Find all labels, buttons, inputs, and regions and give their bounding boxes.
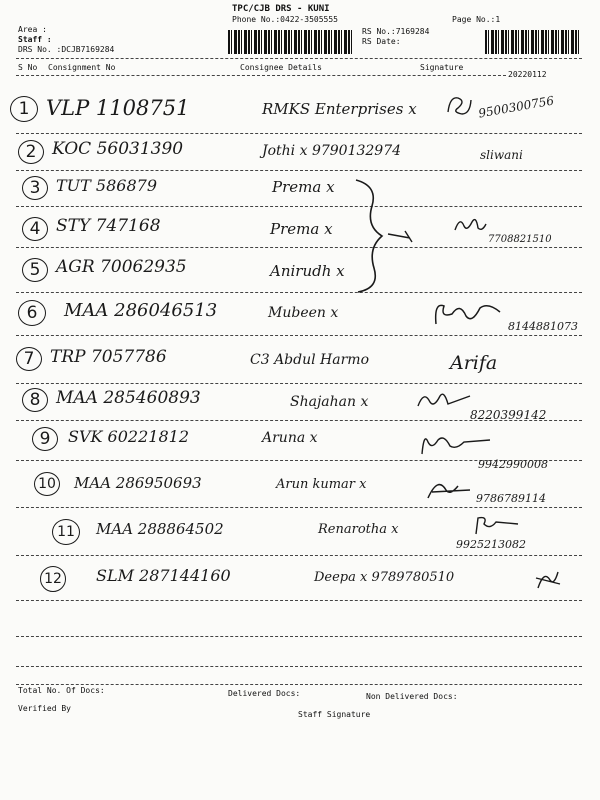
verified-by-label: Verified By [18, 704, 71, 713]
delivered-docs-label: Delivered Docs: [228, 689, 301, 698]
barcode-right [485, 30, 580, 54]
consignment-number: SVK 60221812 [68, 427, 189, 446]
row-divider [16, 247, 582, 248]
row-divider [16, 636, 582, 637]
consignee-details: Jothi x 9790132974 [262, 143, 402, 159]
divider [16, 58, 582, 59]
consignee-details: C3 Abdul Harmo [250, 352, 369, 368]
consignee-phone: 7708821510 [488, 234, 552, 245]
staff-label: Staff : [18, 35, 52, 44]
row-divider [16, 555, 582, 556]
row-number: 9 [32, 427, 58, 451]
consignee-details: Prema x [272, 178, 335, 196]
consignee-phone: 8220399142 [470, 408, 547, 422]
consignment-number: SLM 287144160 [96, 566, 231, 585]
consignee-details: RMKS Enterprises x [262, 100, 417, 118]
consignment-number: STY 747168 [56, 216, 161, 236]
consignee-phone: Arifa [450, 352, 498, 374]
area-label: Area : [18, 25, 47, 34]
rs-number: RS No.:7169284 [362, 27, 430, 36]
rs-date: RS Date: [362, 37, 401, 46]
consignee-phone: 9786789114 [476, 492, 546, 505]
document-date: 20220112 [508, 70, 547, 79]
row-number: 6 [18, 300, 46, 326]
consignee-details: Shajahan x [290, 394, 369, 410]
consignee-details: Aruna x [262, 430, 318, 446]
page-number: Page No.:1 [452, 15, 501, 24]
consignment-number: MAA 286950693 [74, 474, 202, 492]
row-number: 10 [34, 472, 60, 496]
consignee-details: Prema x [270, 220, 333, 238]
row-number: 7 [16, 347, 42, 371]
row-divider [16, 335, 582, 336]
consignee-phone: sliwani [480, 148, 523, 162]
signature-mark [444, 92, 474, 118]
row-number: 12 [40, 566, 66, 592]
consignment-number: MAA 288864502 [96, 520, 224, 538]
signature-mark [414, 386, 474, 412]
row-divider [16, 133, 582, 134]
consignee-phone: 8144881073 [508, 320, 578, 333]
signature-mark [424, 474, 474, 502]
consignment-number: VLP 1108751 [46, 96, 190, 120]
consignment-number: TRP 7057786 [50, 347, 167, 367]
document-title: TPC/CJB DRS - KUNI [232, 4, 330, 14]
consignment-number: TUT 586879 [56, 176, 157, 195]
column-header-sno: S No [18, 63, 38, 72]
consignment-number: MAA 286046513 [64, 300, 218, 321]
row-divider [16, 666, 582, 667]
row-number: 2 [18, 140, 44, 164]
consignment-number: KOC 56031390 [52, 139, 184, 159]
bracket-mark [350, 176, 430, 296]
consignee-phone: 9942990008 [478, 458, 548, 471]
consignee-details: Renarotha x [318, 522, 399, 537]
column-header-signature: Signature [420, 63, 464, 72]
row-divider [16, 292, 582, 293]
consignee-details: Mubeen x [268, 305, 339, 321]
consignee-phone: 9925213082 [456, 538, 526, 551]
row-divider [16, 600, 582, 601]
consignment-number: MAA 285460893 [56, 388, 201, 408]
row-number: 3 [22, 176, 48, 200]
staff-signature-label: Staff Signature [298, 710, 371, 719]
row-divider [16, 170, 582, 171]
row-number: 1 [10, 96, 38, 122]
row-divider [16, 206, 582, 207]
barcode-left [228, 30, 353, 54]
total-docs-label: Total No. Of Docs: [18, 686, 105, 695]
divider [16, 75, 506, 76]
signature-mark [430, 296, 506, 330]
row-divider [16, 507, 582, 508]
signature-mark [534, 566, 562, 592]
consignment-number: AGR 70062935 [56, 257, 187, 277]
column-header-consignee: Consignee Details [240, 63, 322, 72]
row-number: 8 [22, 388, 48, 412]
signature-mark [418, 428, 494, 458]
consignee-details: Deepa x 9789780510 [314, 570, 455, 585]
row-number: 5 [22, 258, 48, 282]
row-number: 11 [52, 519, 80, 545]
drs-number: DRS No. :DCJB7169284 [18, 45, 115, 54]
consignee-phone: 9500300756 [477, 93, 555, 121]
column-header-consignment: Consignment No [48, 63, 116, 72]
signature-mark [470, 512, 522, 538]
non-delivered-docs-label: Non Delivered Docs: [366, 692, 458, 701]
phone-number: Phone No.:0422-3505555 [232, 15, 338, 24]
signature-mark [452, 212, 488, 236]
consignee-details: Arun kumar x [276, 477, 367, 492]
row-divider [16, 383, 582, 384]
row-number: 4 [22, 217, 48, 241]
consignee-details: Anirudh x [270, 262, 345, 280]
row-divider [16, 684, 582, 685]
